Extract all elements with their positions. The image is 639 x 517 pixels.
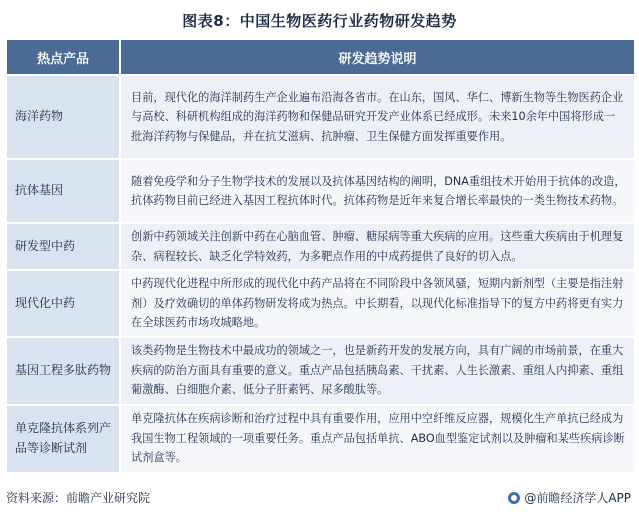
row-description: 随着免疫学和分子生物学技术的发展以及抗体基因结构的阐明，DNA重组技术开始用于抗体的改造，抗体药物目前已经进入基因工程抗体时代。抗体药物是近年来复合增长率最快的一类生物技术药物。 — [120, 159, 635, 223]
row-description: 创新中药领域关注创新中药在心脑血管、肿瘤、糖尿病等重大疾病的应用。这些重大疾病由于机理复杂、病程较长、缺乏化学特效药，为多靶点作用的中成药提供了良好的切入点。 — [120, 223, 635, 270]
row-category: 海洋药物 — [6, 75, 120, 159]
row-description: 单克隆抗体在疾病诊断和治疗过程中具有重要作用，应用中空纤维反应器，规模化生产单抗已经成为我国生物工程领域的一项重要任务。重点产品包括单抗、ABO血型鉴定试剂以及肿瘤和某些疾病诊断试剂盒等。 — [120, 405, 635, 473]
row-category: 现代化中药 — [6, 270, 120, 337]
row-description: 目前，现代化的海洋制药生产企业遍布沿海各省市。在山东，国风、华仁、博新生物等生物医药企业与高校、科研机构组成的海洋药物和保健品研究开发产业体系已经成形。未来10余年中国将形成一批海洋药物与保健品，并在抗艾滋病、抗肿瘤、卫生保健方面发挥重要作用。 — [120, 75, 635, 159]
row-category: 抗体基因 — [6, 159, 120, 223]
table-row — [6, 337, 635, 405]
row-description: 该类药物是生物技术中最成功的领域之一，也是新药开发的发展方向，具有广阔的市场前景，在重大疾病的防治方面具有重要的意义。重点产品包括胰岛素、干扰素、人生长激素、重组人内抑素、重组葡激酶、白细胞介素、低分子肝素钙、尿多酸肽等。 — [120, 337, 635, 405]
table-row — [6, 405, 635, 473]
table-row — [6, 159, 635, 223]
row-category: 单克隆抗体系列产品等诊断试剂 — [6, 405, 120, 473]
row-category: 研发型中药 — [6, 223, 120, 270]
brand-label: @前瞻经济学人APP — [524, 491, 631, 505]
brand-logo-icon — [508, 492, 520, 504]
brand-credit — [508, 489, 631, 506]
chart-title: 图表8：中国生物医药行业药物研发趋势 — [182, 12, 457, 30]
row-category: 基因工程多肽药物 — [6, 337, 120, 405]
source-note: 资料来源：前瞻产业研究院 — [6, 491, 151, 505]
table-header-row — [6, 39, 635, 75]
trend-table — [5, 38, 636, 474]
table-row — [6, 270, 635, 337]
header-trend-description: 研发趋势说明 — [120, 39, 635, 75]
table-row — [6, 75, 635, 159]
table-row — [6, 223, 635, 270]
header-hot-products: 热点产品 — [6, 39, 120, 75]
row-description: 中药现代化进程中所形成的现代化中药产品将在不同阶段中各领风骚，短期内新剂型（主要是指注射剂）及疗效确切的单体药物研发将成为热点。中长期看，以现代化标准指导下的复方中药将更有实力在全球医药市场攻城略地。 — [120, 270, 635, 337]
